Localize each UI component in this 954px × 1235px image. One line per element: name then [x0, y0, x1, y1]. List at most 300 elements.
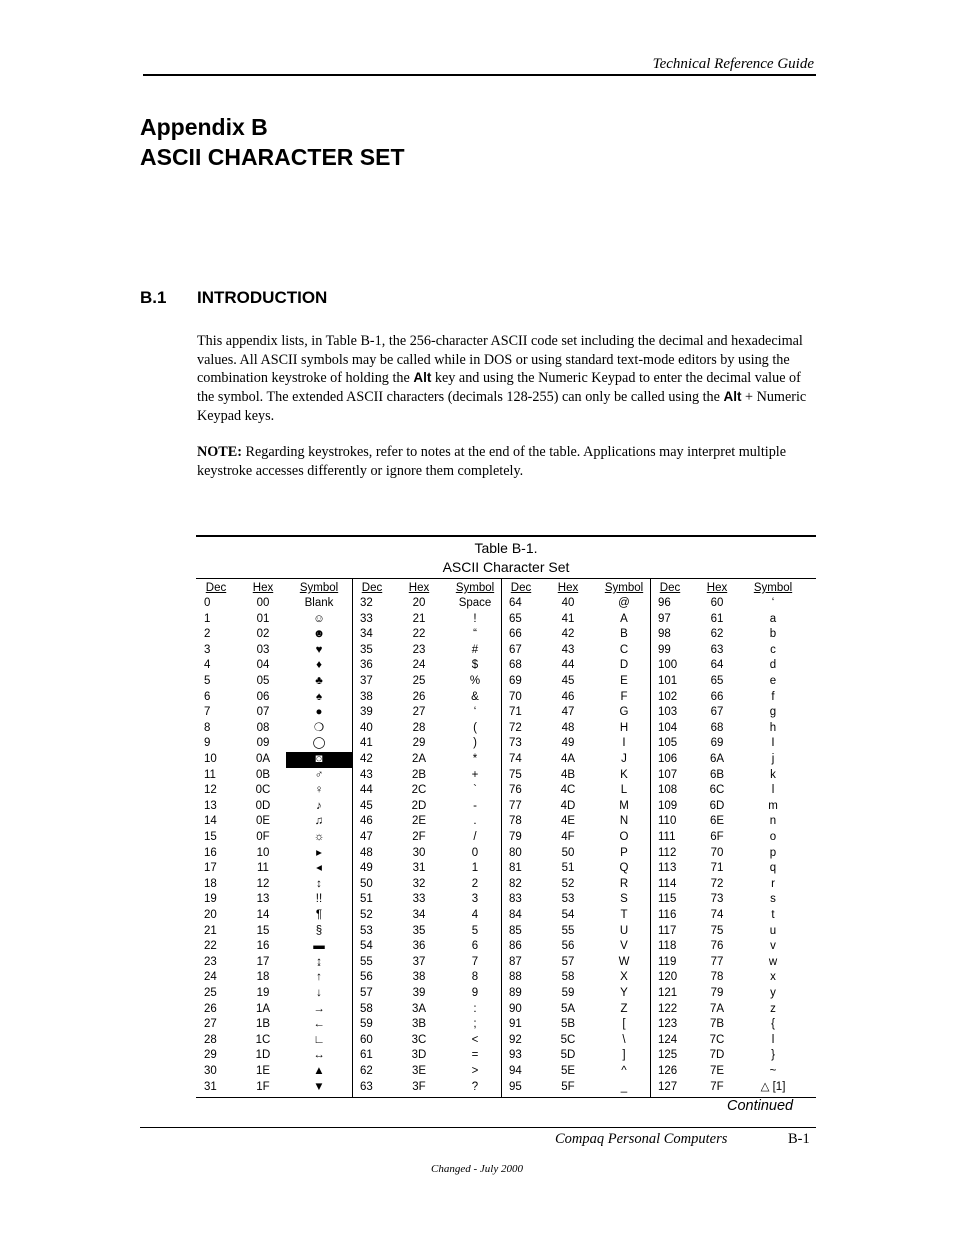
table-row	[196, 846, 348, 862]
table-row	[501, 799, 653, 815]
symbol-cell: ♫	[314, 815, 324, 828]
symbol-cell: O	[619, 831, 629, 843]
symbol-cell: b	[769, 628, 777, 641]
hex-cell: 65	[710, 675, 724, 687]
hex-cell: 2C	[411, 784, 427, 797]
table-row	[501, 877, 653, 893]
column-header: Hex	[252, 582, 274, 594]
symbol-cell: ←	[313, 1018, 325, 1031]
table-row	[352, 970, 504, 986]
dec-cell: 73	[509, 737, 522, 750]
table-row	[352, 814, 504, 830]
hex-cell: 11	[257, 862, 269, 875]
intro-text-1: This appendix lists, in Table B-1, the 256-character ASCII code set including the decimal and hexadecimal values. All ASCII symbols may be called while in DOS or using standard text-mode editors by using the combination keystroke of holding the	[197, 333, 803, 387]
table-row	[352, 768, 504, 784]
table-row	[650, 643, 802, 659]
table-row	[650, 1033, 802, 1049]
page-number: B-1	[788, 1131, 810, 1147]
continued-label: Continued	[727, 1098, 794, 1114]
symbol-cell: 9	[471, 987, 479, 999]
symbol-cell: ◙	[286, 752, 352, 768]
table-row	[196, 830, 348, 846]
dec-cell: 12	[204, 784, 217, 797]
dec-cell: 125	[658, 1049, 678, 1062]
symbol-cell: p	[769, 846, 777, 859]
symbol-cell: j	[771, 753, 775, 765]
table-row	[501, 986, 653, 1002]
hex-cell: 15	[256, 924, 270, 937]
hex-cell: 01	[256, 612, 270, 625]
symbol-cell: T	[620, 909, 628, 921]
table-row	[650, 674, 802, 690]
symbol-cell: “	[473, 628, 477, 641]
table-row	[650, 612, 802, 628]
dec-cell: 21	[204, 924, 217, 937]
hex-cell: 56	[561, 940, 575, 953]
hex-cell: 75	[710, 924, 724, 937]
dec-cell: 40	[360, 721, 373, 734]
table-row	[352, 939, 504, 955]
symbol-cell: y	[770, 987, 776, 999]
table-row	[501, 1033, 653, 1049]
symbol-cell: ¶	[315, 909, 323, 921]
appendix-title	[140, 112, 405, 172]
dec-cell: 80	[509, 846, 522, 859]
hex-cell: 1C	[255, 1033, 271, 1046]
table-row	[650, 799, 802, 815]
hex-cell: 04	[256, 659, 270, 672]
table-row	[650, 627, 802, 643]
symbol-cell: z	[770, 1002, 776, 1015]
table-row	[650, 1064, 802, 1080]
hex-cell: 2B	[411, 768, 427, 781]
hex-cell: 49	[561, 737, 575, 750]
symbol-cell: I	[622, 737, 626, 750]
symbol-cell: 0	[471, 846, 479, 859]
hex-cell: 50	[561, 846, 575, 859]
table-row	[352, 596, 504, 612]
appendix-title-line2: ASCII CHARACTER SET	[140, 144, 405, 170]
dec-cell: 48	[360, 846, 373, 859]
symbol-cell: ▲	[313, 1065, 325, 1077]
table-row	[352, 658, 504, 674]
dec-cell: 107	[658, 768, 678, 781]
dec-cell: 2	[204, 628, 211, 641]
hex-cell: 37	[412, 955, 426, 968]
hex-cell: 24	[412, 659, 426, 672]
hex-cell: 20	[412, 597, 426, 609]
symbol-cell: ♪	[316, 799, 322, 812]
hex-cell: 35	[412, 924, 426, 937]
table-row	[196, 1080, 348, 1096]
dec-cell: 27	[204, 1018, 217, 1031]
dec-cell: 58	[360, 1002, 373, 1015]
dec-cell: 10	[204, 753, 217, 765]
hex-cell: 6A	[709, 753, 725, 765]
hex-cell: 26	[412, 690, 426, 703]
table-row	[196, 752, 348, 768]
dec-cell: 49	[360, 862, 373, 875]
dec-cell: 42	[360, 753, 373, 765]
table-row	[352, 877, 504, 893]
symbol-cell: ↔	[313, 1049, 325, 1062]
hex-cell: 60	[710, 597, 724, 609]
table-caption-title: ASCII Character Set	[442, 559, 570, 575]
table-row	[352, 674, 504, 690]
table-row	[352, 736, 504, 752]
table-row	[650, 721, 802, 737]
table-row	[501, 736, 653, 752]
symbol-cell: {	[771, 1018, 775, 1031]
symbol-cell: )	[473, 737, 477, 750]
symbol-cell: <	[471, 1033, 479, 1046]
hex-cell: 4F	[561, 831, 575, 843]
dec-cell: 117	[658, 924, 677, 937]
table-row	[352, 908, 504, 924]
column-header: Hex	[408, 582, 430, 594]
alt-key-label: Alt	[723, 389, 742, 405]
dec-cell: 68	[509, 659, 522, 672]
dec-cell: 70	[509, 690, 522, 703]
symbol-cell: ☻	[312, 628, 326, 641]
symbol-cell: →	[313, 1002, 325, 1015]
table-row	[196, 799, 348, 815]
table-row	[196, 596, 348, 612]
symbol-cell: ∟	[313, 1033, 325, 1046]
table-row	[352, 1048, 504, 1064]
table-row	[501, 783, 653, 799]
hex-cell: 78	[710, 971, 724, 984]
hex-cell: 1E	[255, 1065, 271, 1077]
table-row	[352, 1017, 504, 1033]
symbol-cell: v	[770, 940, 776, 953]
symbol-cell: \	[622, 1033, 626, 1046]
section-title: INTRODUCTION	[197, 288, 328, 307]
hex-cell: 1A	[255, 1002, 271, 1015]
dec-cell: 36	[360, 659, 373, 672]
dec-cell: 93	[509, 1049, 522, 1062]
dec-cell: 37	[360, 675, 373, 687]
table-row	[650, 1080, 802, 1096]
table-row	[352, 1080, 504, 1096]
revision-note: Changed - July 2000	[431, 1163, 523, 1175]
symbol-cell: W	[618, 955, 630, 968]
hex-cell: 3E	[411, 1065, 427, 1077]
symbol-cell: ◂	[316, 862, 322, 875]
hex-cell: 32	[412, 877, 426, 890]
hex-cell: 06	[256, 690, 270, 703]
symbol-cell: `	[473, 784, 477, 797]
table-row	[196, 814, 348, 830]
table-row	[501, 861, 653, 877]
table-row	[352, 612, 504, 628]
symbol-cell: l	[771, 1033, 775, 1046]
hex-cell: 47	[561, 706, 575, 719]
symbol-cell: f	[771, 690, 775, 703]
table-row	[196, 955, 348, 971]
symbol-cell: l	[771, 784, 775, 797]
dec-cell: 59	[360, 1018, 373, 1031]
dec-cell: 72	[509, 721, 522, 734]
dec-cell: 82	[509, 877, 522, 890]
table-row	[352, 830, 504, 846]
symbol-cell: G	[619, 706, 629, 719]
dec-cell: 90	[509, 1002, 522, 1015]
table-row	[352, 955, 504, 971]
hex-cell: 5B	[560, 1018, 576, 1031]
table-row	[352, 861, 504, 877]
hex-cell: 08	[256, 721, 270, 734]
symbol-cell: ♠	[315, 690, 323, 703]
hex-cell: 72	[710, 877, 724, 890]
symbol-cell: [	[622, 1018, 626, 1031]
column-header: Dec	[510, 582, 532, 594]
table-row	[196, 970, 348, 986]
table-row	[196, 892, 348, 908]
dec-cell: 78	[509, 815, 522, 828]
dec-cell: 20	[204, 909, 217, 921]
symbol-cell: ;	[473, 1018, 477, 1031]
table-row	[196, 908, 348, 924]
hex-cell: 68	[710, 721, 724, 734]
table-row	[196, 939, 348, 955]
table-row	[352, 799, 504, 815]
table-row	[501, 1017, 653, 1033]
hex-cell: 6D	[709, 799, 725, 812]
column-header: Dec	[659, 582, 681, 594]
hex-cell: 07	[256, 706, 270, 719]
symbol-cell: A	[620, 612, 628, 625]
hex-cell: 3D	[411, 1049, 427, 1062]
hex-cell: 40	[561, 597, 575, 609]
symbol-cell: ♂	[314, 768, 324, 781]
dec-cell: 114	[658, 877, 677, 890]
dec-cell: 57	[360, 987, 373, 999]
symbol-cell: %	[469, 675, 481, 687]
table-row	[352, 752, 504, 768]
table-row	[196, 705, 348, 721]
symbol-cell: Y	[620, 987, 628, 999]
dec-cell: 111	[658, 831, 676, 843]
hex-cell: 76	[710, 940, 724, 953]
dec-cell: 62	[360, 1065, 373, 1077]
symbol-cell: 8	[471, 971, 479, 984]
column-header: Hex	[706, 582, 728, 594]
table-row	[501, 1002, 653, 1018]
hex-cell: 73	[710, 893, 724, 906]
symbol-cell: _	[620, 1080, 628, 1093]
symbol-cell: ❍	[313, 721, 325, 734]
symbol-cell: ☼	[313, 831, 325, 843]
table-row	[650, 1017, 802, 1033]
hex-cell: 3B	[411, 1018, 427, 1031]
hex-cell: 5F	[561, 1080, 575, 1093]
intro-text-2: key and using the Numeric Keypad to enter the decimal value of the symbol. The extended ASCII characters (decimals 128-255) can only be called using the	[197, 370, 801, 406]
hex-cell: 00	[256, 597, 270, 609]
table-row	[352, 721, 504, 737]
symbol-cell: s	[770, 893, 776, 906]
dec-cell: 87	[509, 955, 522, 968]
hex-cell: 6B	[709, 768, 725, 781]
dec-cell: 19	[204, 893, 217, 906]
symbol-cell: *	[472, 753, 478, 765]
symbol-cell: S	[620, 893, 628, 906]
dec-cell: 74	[509, 753, 522, 765]
table-row	[650, 830, 802, 846]
hex-cell: 14	[256, 909, 270, 921]
table-header-rule	[196, 578, 816, 579]
symbol-cell: 3	[471, 893, 479, 906]
dec-cell: 95	[509, 1080, 522, 1093]
symbol-cell: a	[769, 612, 777, 625]
table-row	[650, 846, 802, 862]
table-row	[501, 752, 653, 768]
dec-cell: 85	[509, 924, 522, 937]
table-row	[501, 658, 653, 674]
symbol-cell: /	[473, 831, 477, 843]
hex-cell: 45	[561, 675, 575, 687]
symbol-cell: &	[471, 690, 479, 703]
hex-cell: 7C	[709, 1033, 725, 1046]
hex-cell: 1F	[256, 1080, 270, 1093]
hex-cell: 57	[561, 955, 575, 968]
symbol-cell: 5	[471, 924, 479, 937]
dec-cell: 44	[360, 784, 373, 797]
table-row	[196, 674, 348, 690]
dec-cell: 56	[360, 971, 373, 984]
hex-cell: 53	[561, 893, 575, 906]
dec-cell: 109	[658, 799, 678, 812]
hex-cell: 4C	[560, 784, 576, 797]
hex-cell: 66	[710, 690, 724, 703]
symbol-cell: 2	[471, 877, 479, 890]
symbol-cell: #	[471, 643, 479, 656]
hex-cell: 52	[561, 877, 575, 890]
symbol-cell: ?	[471, 1080, 479, 1093]
dec-cell: 23	[204, 955, 217, 968]
note-text: Regarding keystrokes, refer to notes at the end of the table. Applications may interpret multiple keystroke accesses differently or ignore them completely.	[197, 444, 787, 479]
table-row	[352, 1033, 504, 1049]
hex-cell: 61	[710, 612, 724, 625]
hex-cell: 0B	[255, 768, 271, 781]
table-row	[501, 970, 653, 986]
table-row	[352, 690, 504, 706]
dec-cell: 89	[509, 987, 522, 999]
dec-cell: 92	[509, 1033, 522, 1046]
symbol-cell: ♀	[314, 784, 324, 797]
hex-cell: 1B	[255, 1018, 271, 1031]
hex-cell: 31	[412, 862, 426, 875]
hex-cell: 7D	[709, 1049, 725, 1062]
hex-cell: 5E	[560, 1065, 576, 1077]
footer-rule	[140, 1127, 816, 1128]
dec-cell: 16	[204, 846, 217, 859]
table-row	[501, 924, 653, 940]
table-row	[196, 690, 348, 706]
dec-cell: 6	[204, 690, 211, 703]
table-row	[501, 612, 653, 628]
dec-cell: 126	[658, 1065, 678, 1077]
dec-cell: 97	[658, 612, 671, 625]
dec-cell: 63	[360, 1080, 373, 1093]
table-row	[352, 986, 504, 1002]
symbol-cell: h	[769, 721, 777, 734]
table-caption-number: Table B-1.	[474, 540, 538, 556]
hex-cell: 6C	[709, 784, 725, 797]
hex-cell: 62	[710, 628, 724, 641]
table-row	[196, 658, 348, 674]
hex-cell: 0A	[255, 753, 271, 765]
hex-cell: 23	[412, 643, 426, 656]
dec-cell: 81	[509, 862, 522, 875]
table-row	[501, 846, 653, 862]
dec-cell: 116	[658, 909, 677, 921]
symbol-cell: V	[620, 940, 628, 953]
hex-cell: 33	[412, 893, 426, 906]
table-row	[352, 846, 504, 862]
symbol-cell: B	[620, 628, 628, 641]
hex-cell: 74	[710, 909, 724, 921]
dec-cell: 96	[658, 597, 671, 609]
hex-cell: 3A	[411, 1002, 427, 1015]
symbol-cell: =	[471, 1049, 479, 1062]
hex-cell: 27	[412, 706, 426, 719]
hex-cell: 59	[561, 987, 575, 999]
table-row	[352, 705, 504, 721]
note-label: NOTE:	[197, 444, 242, 460]
symbol-cell: ♣	[315, 675, 323, 687]
dec-cell: 67	[509, 643, 522, 656]
dec-cell: 79	[509, 831, 522, 843]
hex-cell: 55	[561, 924, 575, 937]
symbol-cell: (	[473, 721, 477, 734]
table-row	[650, 658, 802, 674]
table-row	[650, 690, 802, 706]
dec-cell: 100	[658, 659, 678, 672]
symbol-cell: ▬	[313, 940, 325, 953]
table-row	[196, 986, 348, 1002]
hex-cell: 36	[412, 940, 426, 953]
column-header: Symbol	[604, 582, 644, 594]
symbol-cell: F	[620, 690, 628, 703]
dec-cell: 24	[204, 971, 217, 984]
table-row	[352, 1002, 504, 1018]
symbol-cell: w	[768, 955, 778, 968]
symbol-cell: Space	[458, 597, 492, 609]
dec-cell: 1	[204, 612, 211, 625]
table-row	[650, 908, 802, 924]
hex-cell: 6F	[710, 831, 724, 843]
dec-cell: 28	[204, 1033, 217, 1046]
dec-cell: 83	[509, 893, 522, 906]
table-row	[501, 1048, 653, 1064]
table-row	[501, 892, 653, 908]
dec-cell: 118	[658, 940, 677, 953]
symbol-cell: x	[770, 971, 776, 984]
dec-cell: 8	[204, 721, 211, 734]
dec-cell: 94	[509, 1065, 522, 1077]
dec-cell: 33	[360, 612, 373, 625]
table-row	[196, 736, 348, 752]
hex-cell: 0E	[255, 815, 271, 828]
symbol-cell: I	[771, 737, 775, 750]
symbol-cell: N	[619, 815, 629, 828]
symbol-cell: :	[473, 1002, 477, 1015]
dec-cell: 5	[204, 675, 211, 687]
table-row	[650, 752, 802, 768]
symbol-cell: >	[471, 1065, 479, 1077]
table-row	[501, 596, 653, 612]
